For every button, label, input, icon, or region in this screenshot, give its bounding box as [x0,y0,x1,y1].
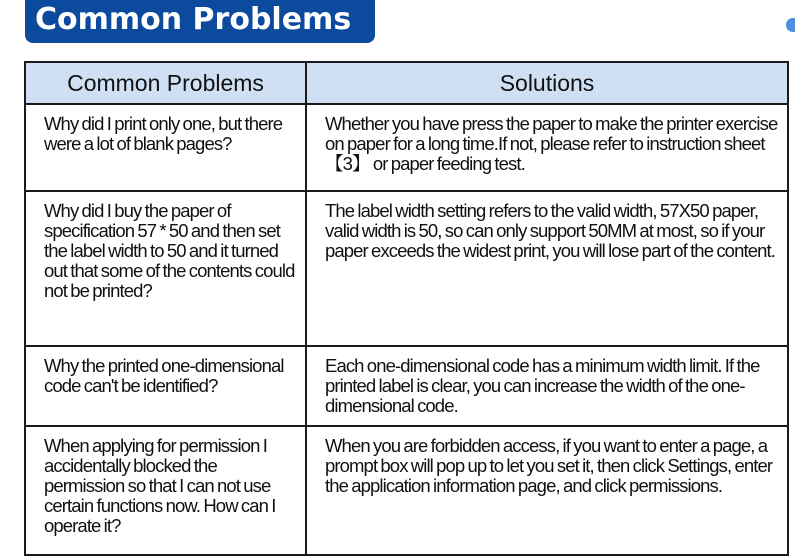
column-header-solutions: Solutions [306,62,788,104]
table-row [25,346,788,426]
common-problems-table [24,61,789,556]
solution-cell: When you are forbidden access, if you want to enter a page, a prompt box will pop up to let you set it, then click Settings, enter the application information page, and click permissions. [306,426,788,555]
table-row [25,191,788,346]
problem-cell: Why the printed one-dimensional code can't be identified? [25,346,306,426]
column-header-problems: Common Problems [25,62,306,104]
solution-cell: Each one-dimensional code has a minimum width limit. If the printed label is clear, you can increase the width of the one-dimensional code. [306,346,788,426]
problem-cell: When applying for permission I accidentally blocked the permission so that I can not use certain functions now. How can I operate it? [25,426,306,555]
table-header-row [25,62,788,104]
problem-cell: Why did I print only one, but there were a lot of blank pages? [25,104,306,191]
solution-cell: Whether you have press the paper to make the printer exercise on paper for a long time.If not, please refer to instruction sheet【3】 or paper feeding test. [306,104,788,191]
table-row [25,104,788,191]
page-title-banner: Common Problems [25,0,375,43]
table-row [25,426,788,555]
problem-cell: Why did I buy the paper of specification 57 * 50 and then set the label width to 50 and it turned out that some of the contents could not be printed? [25,191,306,346]
solution-cell: The label width setting refers to the valid width, 57X50 paper, valid width is 50, so can only support 50MM at most, so if your paper exceeds the widest print, you will lose part of the content. [306,191,788,346]
edge-circle-icon [786,18,795,32]
